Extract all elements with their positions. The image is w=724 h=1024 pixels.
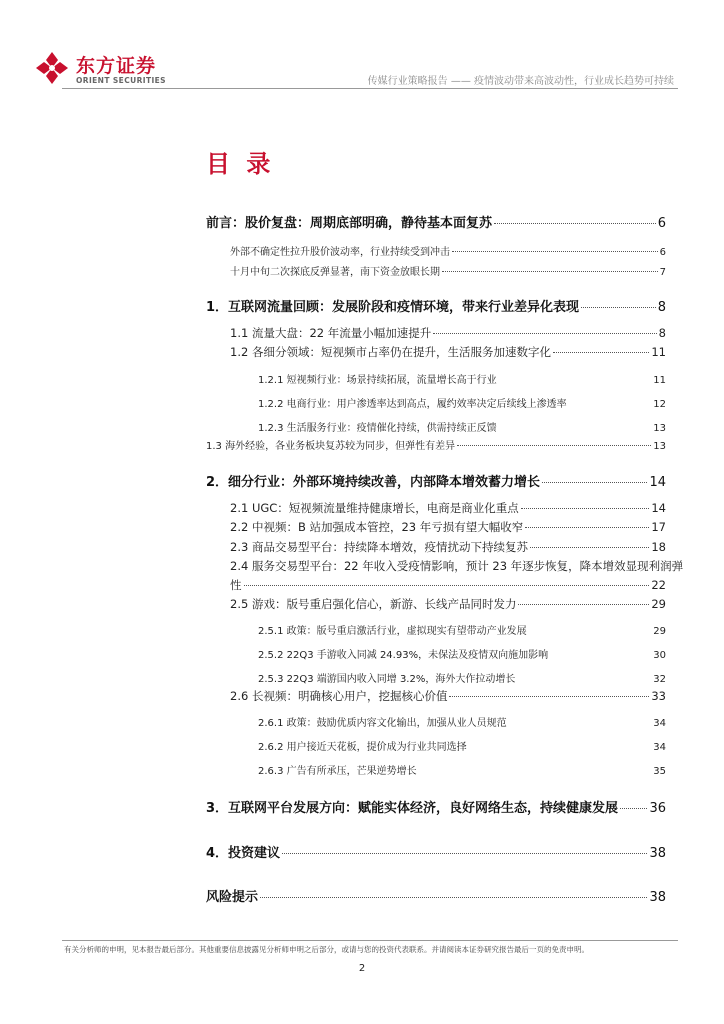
toc-entry-label: 2.5 游戏：版号重启强化信心，新游、长线产品同时发力 [230,597,517,611]
toc-entry-label: 前言：股价复盘：周期底部明确，静待基本面复苏 [206,216,493,231]
logo-text-en: ORIENT SECURITIES [76,76,166,85]
dot-leader [620,808,647,809]
toc-entry-label: 1.1 流量大盘：22 年流量小幅加速提升 [230,326,432,340]
dot-leader [452,251,658,252]
toc-entry-page: 34 [653,742,666,753]
dot-leader [525,527,649,528]
dot-leader [581,307,656,308]
toc-entry-page: 33 [651,689,666,703]
dot-leader [521,508,650,509]
logo-text-cn: 东方证券 [76,55,157,77]
toc-entry-label: 2.3 商品交易型平台：持续降本增效，疫情扰动下持续复苏 [230,540,528,554]
toc-entry-page: 11 [653,375,666,386]
toc-entry-label: 十月中旬二次探底反弹显著，南下资金放眼长期 [230,267,440,278]
toc-entry-preface[interactable] [206,212,666,231]
toc-entry-page: 38 [649,890,666,905]
dot-leader [530,547,649,548]
toc-entry[interactable] [230,325,666,341]
toc-entry-label: 1.2 各细分领域：短视频市占率仍在提升，生活服务加速数字化 [230,345,551,359]
toc-entry-page: 11 [651,345,666,359]
toc-entry-label: 3．互联网平台发展方向：赋能实体经济，良好网络生态，持续健康发展 [206,801,619,816]
toc-entry[interactable] [230,688,666,704]
toc-entry-page: 8 [657,300,666,315]
page-number: 2 [358,963,366,974]
toc-entry-label: 2.6.3 广告有所承压，芒果逆势增长 [258,766,417,777]
dot-leader [542,482,647,483]
page-header [0,0,724,100]
toc-entry[interactable] [230,344,666,360]
toc-entry-label: 2．细分行业：外部环境持续改善，内部降本增效蓄力增长 [206,475,541,490]
toc-entry[interactable] [258,419,666,434]
toc-entry-page: 18 [651,540,666,554]
toc-entry-label: 2.5.2 22Q3 手游收入同减 24.93%，未保法及疫情双向施加影响 [258,650,549,661]
toc-entry-page: 29 [651,597,666,611]
toc-entry-page: 12 [653,399,666,410]
toc-entry-page: 22 [651,578,666,592]
dot-leader [260,897,647,898]
header-divider [62,88,678,89]
footer-disclaimer: 有关分析师的申明，见本报告最后部分。其他重要信息披露见分析师申明之后部分，或请与您的投资代表联系。并请阅读本证券研究报告最后一页的免责申明。 [64,945,589,954]
report-title: 传媒行业策略报告 —— 疫情波动带来高波动性，行业成长趋势可持续 [367,76,674,87]
toc-entry-label: 2.5.1 政策：版号重启激活行业，虚拟现实有望带动产业发展 [258,626,527,637]
toc-entry-label: 1．互联网流量回顾：发展阶段和疫情环境，带来行业差异化表现 [206,300,580,315]
toc-entry-label: 1.2.2 电商行业：用户渗透率达到高点，履约效率决定后续线上渗透率 [258,399,567,410]
toc-entry-page: 30 [653,650,666,661]
toc-entry[interactable] [230,519,666,535]
toc-heading: 目 录 [206,150,275,178]
toc-entry-page: 13 [653,423,666,434]
toc-entry[interactable] [258,670,666,685]
toc-entry-label: 2.4 服务交易型平台：22 年收入受疫情影响，预计 23 年逐步恢复，降本增效显现利润弹 [230,559,684,573]
toc-entry[interactable] [206,437,666,452]
toc-entry-page: 14 [651,501,666,515]
toc-entry[interactable] [258,395,666,410]
toc-entry[interactable] [230,263,666,278]
toc-entry[interactable] [230,500,666,516]
toc-entry-label: 1.2.3 生活服务行业：疫情催化持续，供需持续正反馈 [258,423,497,434]
toc-entry-wrapped[interactable] [230,558,684,574]
toc-entry-page: 17 [651,520,666,534]
toc-entry-chapter-4[interactable] [206,842,666,861]
toc-entry-page: 6 [657,216,666,231]
orient-securities-logo-icon [34,50,70,86]
dot-leader [553,352,649,353]
toc-entry-page: 29 [653,626,666,637]
toc-entry-page: 7 [659,267,666,278]
toc-entry-label: 2.6.1 政策：鼓励优质内容文化输出，加强从业人员规范 [258,718,507,729]
toc-entry[interactable] [258,622,666,637]
dot-leader [244,585,650,586]
toc-entry-page: 32 [653,674,666,685]
toc-entry-page: 13 [653,441,666,452]
toc-entry-chapter-1[interactable] [206,296,666,315]
toc-entry[interactable] [258,646,666,661]
toc-entry-label: 2.6 长视频：明确核心用户，挖掘核心价值 [230,689,448,703]
dot-leader [442,271,658,272]
toc-entry[interactable] [258,371,666,386]
toc-entry-page: 6 [659,247,666,258]
toc-entry-label: 4．投资建议 [206,846,281,861]
toc-entry-page: 8 [658,326,666,340]
toc-entry-label: 2.1 UGC：短视频流量维持健康增长，电商是商业化重点 [230,501,519,515]
toc-entry-page: 14 [649,475,666,490]
toc-entry-label-cont: 性 [230,578,242,592]
toc-entry[interactable] [258,714,666,729]
toc-entry-label: 1.2.1 短视频行业：场景持续拓展，流量增长高于行业 [258,375,497,386]
toc-entry-label: 风险提示 [206,890,259,905]
toc-entry-risk[interactable] [206,886,666,905]
toc-entry-label: 2.2 中视频：B 站加强成本管控，23 年亏损有望大幅收窄 [230,520,524,534]
toc-entry-label: 外部不确定性拉升股价波动率，行业持续受到冲击 [230,247,450,258]
dot-leader [518,604,649,605]
toc-entry-page: 35 [653,766,666,777]
dot-leader [282,853,647,854]
toc-entry-wrapped-cont[interactable] [230,577,666,593]
toc-entry[interactable] [258,762,666,777]
toc-entry-page: 38 [649,846,666,861]
toc-entry[interactable] [230,596,666,612]
toc-entry-chapter-3[interactable] [206,797,666,816]
toc-entry[interactable] [230,539,666,555]
toc-entry-label: 2.5.3 22Q3 端游国内收入同增 3.2%，海外大作拉动增长 [258,674,516,685]
dot-leader [449,696,649,697]
toc-entry-chapter-2[interactable] [206,471,666,490]
toc-entry[interactable] [230,243,666,258]
toc-entry-label: 2.6.2 用户接近天花板，提价成为行业共同选择 [258,742,467,753]
company-logo [34,50,194,90]
toc-entry-page: 36 [649,801,666,816]
footer-divider [62,940,678,941]
toc-entry-label: 1.3 海外经验，各业务板块复苏较为同步，但弹性有差异 [206,441,456,452]
dot-leader [457,445,651,446]
dot-leader [433,333,656,334]
dot-leader [494,223,656,224]
toc-entry[interactable] [258,738,666,753]
toc-entry-page: 34 [653,718,666,729]
